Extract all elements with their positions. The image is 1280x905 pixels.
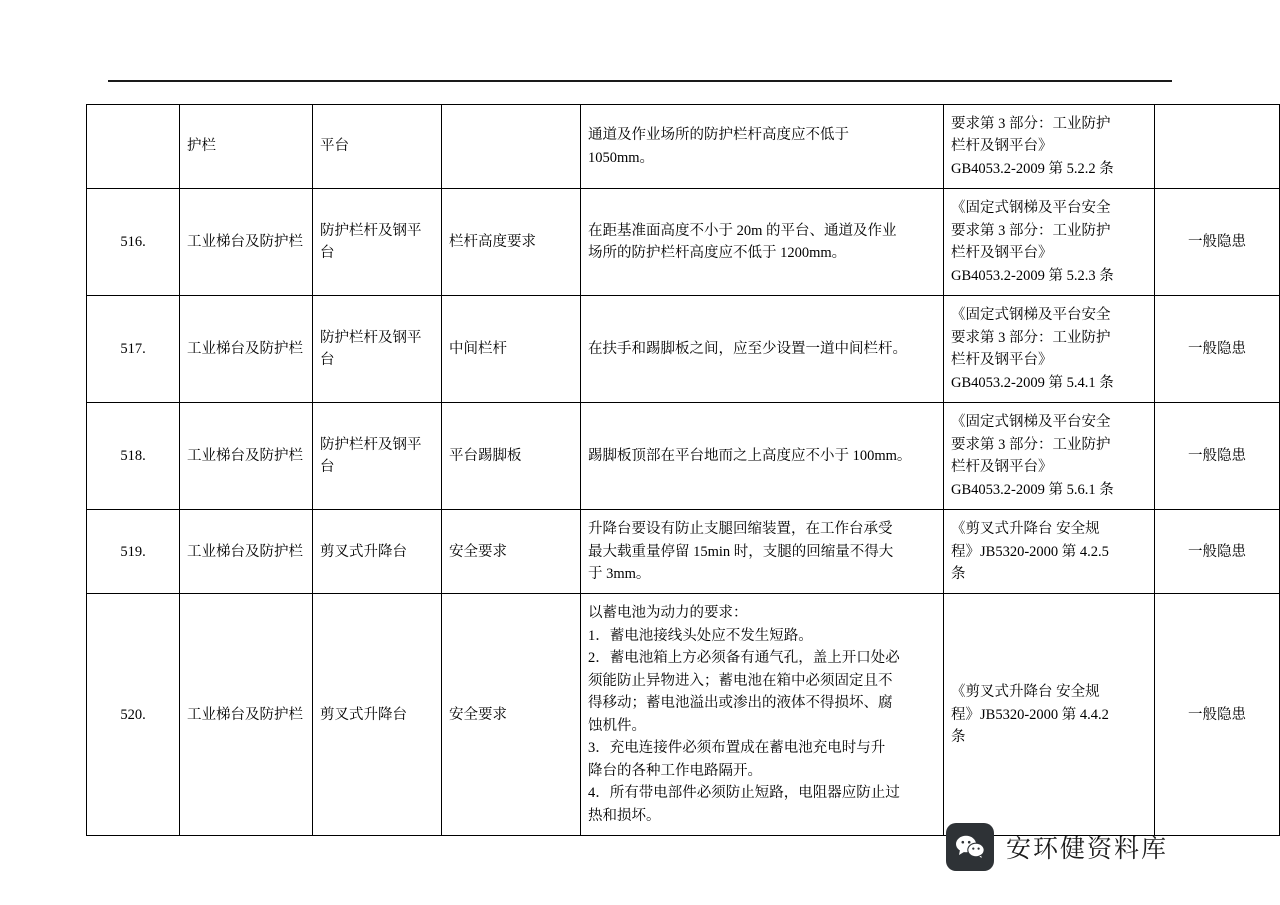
cell-item: 中间栏杆 bbox=[442, 296, 581, 403]
reference-line: GB4053.2-2009 第 5.2.3 条 bbox=[951, 267, 1114, 284]
cell-description bbox=[581, 105, 944, 189]
wechat-account-icon bbox=[946, 823, 994, 871]
description-line: 蚀机件。 bbox=[588, 717, 646, 734]
cell-category: 护栏 bbox=[180, 105, 313, 189]
reference-line: 要求第 3 部分：工业防护 bbox=[951, 436, 1111, 453]
description-line: 热和损坏。 bbox=[588, 807, 661, 824]
description-line: 1050mm。 bbox=[588, 149, 655, 166]
cell-description bbox=[581, 296, 944, 403]
cell-category: 工业梯台及防护栏 bbox=[180, 403, 313, 510]
reference-line: 条 bbox=[951, 565, 966, 582]
cell-subcategory: 剪叉式升降台 bbox=[313, 594, 442, 836]
description-line: 最大载重量停留 15min 时，支腿的回缩量不得大 bbox=[588, 543, 894, 560]
description-line: 踢脚板顶部在平台地而之上高度应不小于 100mm。 bbox=[588, 447, 912, 464]
cell-item: 安全要求 bbox=[442, 594, 581, 836]
cell-level: 一般隐患 bbox=[1155, 189, 1280, 296]
table-row bbox=[87, 510, 1280, 594]
reference-line: 程》JB5320-2000 第 4.2.5 bbox=[951, 543, 1109, 560]
reference-line: 要求第 3 部分：工业防护 bbox=[951, 116, 1111, 132]
reference-line: 栏杆及钢平台》 bbox=[951, 245, 1053, 262]
reference-line: GB4053.2-2009 第 5.2.2 条 bbox=[951, 160, 1114, 177]
cell-item: 平台踢脚板 bbox=[442, 403, 581, 510]
cell-reference bbox=[944, 403, 1155, 510]
cell-number: 520. bbox=[87, 594, 180, 836]
cell-number: 518. bbox=[87, 403, 180, 510]
cell-category: 工业梯台及防护栏 bbox=[180, 296, 313, 403]
cell-number bbox=[87, 105, 180, 189]
description-line: 在扶手和踢脚板之间，应至少设置一道中间栏杆。 bbox=[588, 340, 907, 357]
cell-category: 工业梯台及防护栏 bbox=[180, 510, 313, 594]
brand-name: 安环健资料库 bbox=[1006, 835, 1169, 863]
cell-subcategory: 防护栏杆及钢平台 bbox=[313, 189, 442, 296]
description-line: 场所的防护栏杆高度应不低于 1200mm。 bbox=[588, 245, 847, 262]
description-line: 以蓄电池为动力的要求： bbox=[588, 605, 748, 622]
reference-line: 要求第 3 部分：工业防护 bbox=[951, 329, 1111, 346]
description-line: 通道及作业场所的防护栏杆高度应不低于 bbox=[588, 127, 849, 144]
reference-line: 栏杆及钢平台》 bbox=[951, 138, 1053, 155]
reference-line: 《剪叉式升降台 安全规 bbox=[951, 521, 1100, 538]
reference-line: 条 bbox=[951, 729, 966, 746]
cell-item: 栏杆高度要求 bbox=[442, 189, 581, 296]
description-line: 2．蓄电池箱上方必须备有通气孔，盖上开口处必 bbox=[588, 650, 900, 667]
footer-brand bbox=[946, 816, 1192, 878]
cell-category: 工业梯台及防护栏 bbox=[180, 189, 313, 296]
description-line: 于 3mm。 bbox=[588, 565, 651, 582]
cell-description bbox=[581, 594, 944, 836]
table-row bbox=[87, 105, 1280, 189]
description-line: 须能防止异物进入；蓄电池在箱中必须固定且不 bbox=[588, 672, 893, 689]
cell-description bbox=[581, 189, 944, 296]
cell-number: 516. bbox=[87, 189, 180, 296]
table-row bbox=[87, 594, 1280, 836]
table-row bbox=[87, 189, 1280, 296]
cell-subcategory: 防护栏杆及钢平台 bbox=[313, 296, 442, 403]
cell-item bbox=[442, 105, 581, 189]
reference-line: 《固定式钢梯及平台安全 bbox=[951, 307, 1111, 324]
cell-number: 517. bbox=[87, 296, 180, 403]
cell-category: 工业梯台及防护栏 bbox=[180, 594, 313, 836]
cell-subcategory: 平台 bbox=[313, 105, 442, 189]
description-line: 降台的各种工作电路隔开。 bbox=[588, 762, 762, 779]
description-line: 在距基准面高度不小于 20m 的平台、通道及作业 bbox=[588, 222, 897, 239]
cell-subcategory: 防护栏杆及钢平台 bbox=[313, 403, 442, 510]
description-line: 升降台要设有防止支腿回缩装置，在工作台承受 bbox=[588, 521, 893, 538]
cell-item: 安全要求 bbox=[442, 510, 581, 594]
cell-reference bbox=[944, 296, 1155, 403]
reference-line: 栏杆及钢平台》 bbox=[951, 352, 1053, 369]
reference-line: 《固定式钢梯及平台安全 bbox=[951, 200, 1111, 217]
description-line: 3．充电连接件必须布置成在蓄电池充电时与升 bbox=[588, 740, 886, 757]
reference-line: 要求第 3 部分：工业防护 bbox=[951, 222, 1111, 239]
cell-number: 519. bbox=[87, 510, 180, 594]
cell-reference bbox=[944, 189, 1155, 296]
reference-line: 程》JB5320-2000 第 4.4.2 bbox=[951, 706, 1109, 723]
inspection-table-container bbox=[86, 104, 1246, 836]
cell-level bbox=[1155, 105, 1280, 189]
reference-line: 《固定式钢梯及平台安全 bbox=[951, 414, 1111, 431]
cell-description bbox=[581, 510, 944, 594]
reference-line: GB4053.2-2009 第 5.4.1 条 bbox=[951, 374, 1114, 391]
page-header-rule bbox=[108, 80, 1172, 82]
cell-level: 一般隐患 bbox=[1155, 594, 1280, 836]
cell-subcategory: 剪叉式升降台 bbox=[313, 510, 442, 594]
reference-line: 《剪叉式升降台 安全规 bbox=[951, 684, 1100, 701]
cell-description bbox=[581, 403, 944, 510]
reference-line: 栏杆及钢平台》 bbox=[951, 459, 1053, 476]
table-row bbox=[87, 403, 1280, 510]
description-line: 4．所有带电部件必须防止短路，电阻器应防止过 bbox=[588, 785, 900, 802]
reference-line: GB4053.2-2009 第 5.6.1 条 bbox=[951, 481, 1114, 498]
inspection-table bbox=[86, 104, 1280, 836]
description-line: 1．蓄电池接线头处应不发生短路。 bbox=[588, 627, 813, 644]
cell-level: 一般隐患 bbox=[1155, 510, 1280, 594]
cell-reference bbox=[944, 105, 1155, 189]
table-row bbox=[87, 296, 1280, 403]
cell-reference bbox=[944, 510, 1155, 594]
cell-level: 一般隐患 bbox=[1155, 296, 1280, 403]
description-line: 得移动；蓄电池溢出或渗出的液体不得损坏、腐 bbox=[588, 695, 893, 712]
cell-reference bbox=[944, 594, 1155, 836]
cell-level: 一般隐患 bbox=[1155, 403, 1280, 510]
